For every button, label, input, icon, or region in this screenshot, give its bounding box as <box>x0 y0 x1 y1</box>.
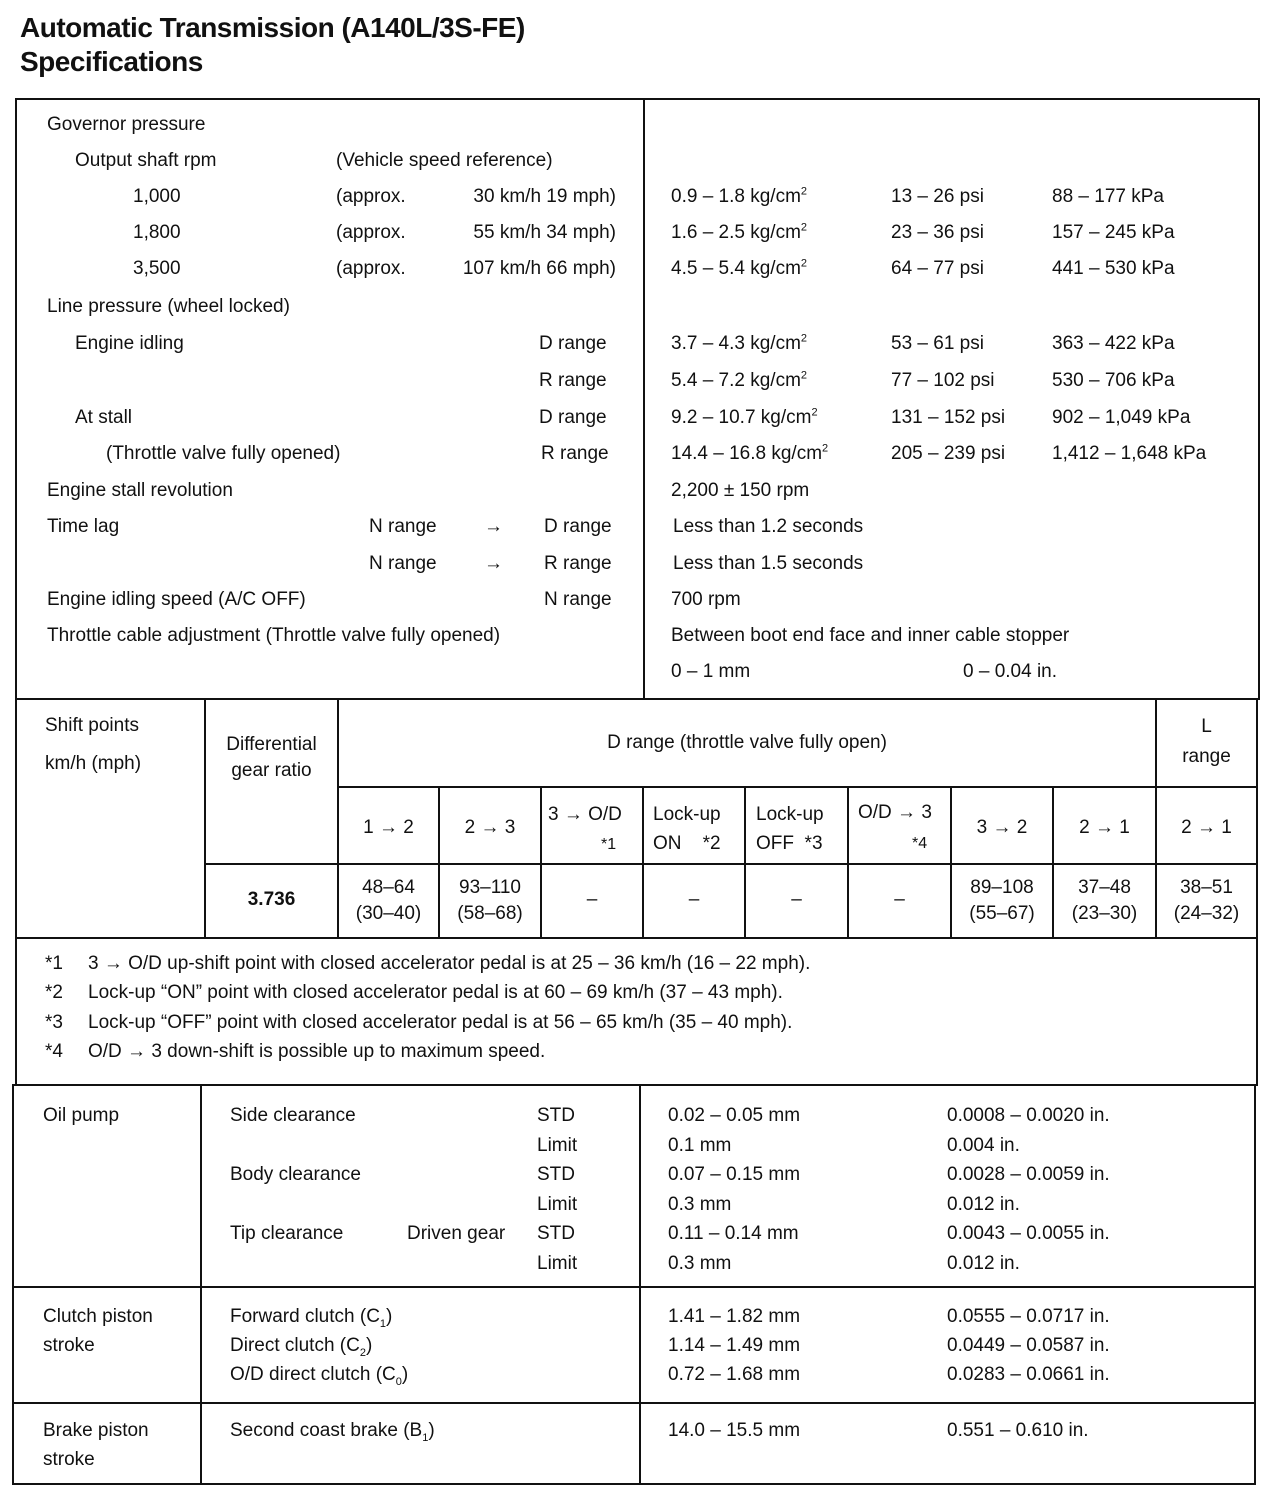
gov-psi: 23 – 36 psi <box>891 222 984 243</box>
brake-label: Brake piston <box>43 1420 149 1441</box>
lp-range: D range <box>539 407 607 428</box>
oil-mm: 0.11 – 0.14 mm <box>668 1223 799 1244</box>
shift-value: 93–110 <box>459 877 521 898</box>
shift-value: – <box>688 889 700 910</box>
output-shaft-rpm-header: Output shaft rpm <box>75 150 217 171</box>
col-2-3: 2 → 3 <box>464 817 516 838</box>
idle-speed-label: Engine idling speed (A/C OFF) <box>47 589 306 610</box>
gov-approx: (approx. <box>336 258 406 279</box>
col-l-2-1: 2 → 1 <box>1181 817 1232 838</box>
oil-mm: 0.02 – 0.05 mm <box>668 1105 801 1126</box>
oil-in: 0.0043 – 0.0055 in. <box>947 1223 1110 1244</box>
col-lockup-on-note: ON *2 <box>653 833 721 854</box>
col-3-od-note: *1 <box>601 836 617 853</box>
arrow-right-icon: → <box>484 516 503 537</box>
oil-in: 0.012 in. <box>947 1194 1020 1215</box>
brake-label-2: stroke <box>43 1449 95 1470</box>
clutch-name: Forward clutch $(C_1)$ <box>230 1306 393 1330</box>
page-title: Automatic Transmission (A140L/3S-FE) <box>20 12 525 43</box>
gov-kg: 4.5 – 5.4 $kg/cm^2$ <box>671 257 808 279</box>
tl-from: N range <box>369 516 437 537</box>
stall-rev-label: Engine stall revolution <box>47 480 233 501</box>
vehicle-speed-header: (Vehicle speed reference) <box>336 150 553 171</box>
gov-rpm: 1,800 <box>133 222 181 243</box>
col-od-3-note: *4 <box>912 835 928 852</box>
clutch-mm: 1.14 – 1.49 mm <box>668 1335 801 1356</box>
at-stall-label: At stall <box>75 407 133 428</box>
throttle-cable-mm: 0 – 1 mm <box>671 661 751 682</box>
lp-range: R range <box>541 443 609 464</box>
gov-approx: (approx. <box>336 186 406 207</box>
oil-in: 0.0008 – 0.0020 in. <box>947 1105 1110 1126</box>
brake-name: Second coast brake $(B_1)$ <box>230 1420 435 1444</box>
stall-rev-value: 2,200 ± 150 rpm <box>671 480 810 501</box>
d-range-header: D range (throttle valve fully open) <box>607 732 887 753</box>
gov-rpm: 1,000 <box>133 186 181 207</box>
note-mark: *2 <box>45 982 63 1003</box>
shift-value-mph: (55–67) <box>969 903 1035 924</box>
tl-to: D range <box>544 516 612 537</box>
oil-item: Side clearance <box>230 1105 356 1126</box>
lp-kg: 3.7 – 4.3 $kg/cm^2$ <box>671 332 808 354</box>
col-3-od: 3 → O/D <box>548 804 622 825</box>
engine-idling-label: Engine idling <box>75 333 184 354</box>
lp-psi: 205 – 239 psi <box>891 443 1006 464</box>
shift-value-mph: (30–40) <box>355 903 422 924</box>
gov-kpa: 88 – 177 kPa <box>1052 186 1164 207</box>
throttle-cable-in: 0 – 0.04 in. <box>963 661 1058 682</box>
oil-in: 0.0028 – 0.0059 in. <box>947 1164 1110 1185</box>
oil-item: Body clearance <box>230 1164 361 1185</box>
oil-kind: STD <box>537 1223 575 1244</box>
lp-kg: 5.4 – 7.2 $kg/cm^2$ <box>671 369 808 391</box>
clutch-in: 0.0283 – 0.0661 in. <box>947 1364 1110 1385</box>
clutch-label-2: stroke <box>43 1335 95 1356</box>
shift-value: 38–51 <box>1180 877 1233 898</box>
brake-in: 0.551 – 0.610 in. <box>947 1420 1089 1441</box>
gov-psi: 13 – 26 psi <box>891 186 984 207</box>
lp-psi: 131 – 152 psi <box>891 407 1006 428</box>
idle-speed-value: 700 rpm <box>671 589 741 610</box>
clutch-name: Direct clutch $(C_2)$ <box>230 1335 373 1359</box>
idle-speed-range: N range <box>544 589 612 610</box>
lp-psi: 53 – 61 psi <box>891 333 984 354</box>
oil-kind: STD <box>537 1105 575 1126</box>
gear-ratio-value: 3.736 <box>247 889 296 910</box>
page-subtitle: Specifications <box>20 46 203 77</box>
oil-sub: Driven gear <box>407 1223 506 1244</box>
lp-range: R range <box>539 370 607 391</box>
tl-to: R range <box>544 553 612 574</box>
lp-psi: 77 – 102 psi <box>891 370 995 391</box>
time-lag-label: Time lag <box>47 516 120 537</box>
gov-speed: 55 km/h 34 mph) <box>473 222 616 243</box>
col-od-3: O/D → 3 <box>858 802 932 823</box>
col-2-1: 2 → 1 <box>1079 817 1130 838</box>
col-lockup-off-note: OFF *3 <box>756 833 823 854</box>
clutch-label: Clutch piston <box>43 1306 153 1327</box>
oil-mm: 0.3 mm <box>668 1194 732 1215</box>
throttle-cable-label: Throttle cable adjustment (Throttle valve fully opened) <box>47 625 501 646</box>
throttle-note: (Throttle valve fully opened) <box>106 443 341 464</box>
tl-value: Less than 1.5 seconds <box>673 553 864 574</box>
clutch-in: 0.0555 – 0.0717 in. <box>947 1306 1110 1327</box>
brake-mm: 14.0 – 15.5 mm <box>668 1420 801 1441</box>
oil-pump-label: Oil pump <box>43 1105 120 1126</box>
lp-kpa: 1,412 – 1,648 kPa <box>1052 443 1207 464</box>
lp-kpa: 363 – 422 kPa <box>1052 333 1175 354</box>
tl-value: Less than 1.2 seconds <box>673 516 864 537</box>
note-text: Lock-up “OFF” point with closed accelerator pedal is at 56 – 65 km/h (35 – 40 mph). <box>88 1012 793 1033</box>
gov-kg: 0.9 – 1.8 $kg/cm^2$ <box>671 185 808 207</box>
line-pressure-label: Line pressure (wheel locked) <box>47 296 290 317</box>
oil-in: 0.012 in. <box>947 1253 1020 1274</box>
oil-item: Tip clearance <box>230 1223 344 1244</box>
note-mark: *1 <box>45 953 63 974</box>
col-1-2: 1 → 2 <box>363 817 414 838</box>
oil-kind: Limit <box>537 1135 578 1156</box>
col-3-2: 3 → 2 <box>976 817 1028 838</box>
gov-kpa: 157 – 245 kPa <box>1052 222 1175 243</box>
oil-mm: 0.3 mm <box>668 1253 732 1274</box>
gov-speed: 107 km/h 66 mph) <box>462 258 616 279</box>
lp-range: D range <box>539 333 607 354</box>
lp-kg: 14.4 – 16.8 $kg/cm^2$ <box>671 442 829 464</box>
shift-value: – <box>791 889 802 910</box>
oil-mm: 0.07 – 0.15 mm <box>668 1164 801 1185</box>
diff-ratio-header: Differential <box>226 734 317 755</box>
clutch-mm: 1.41 – 1.82 mm <box>668 1306 801 1327</box>
oil-mm: 0.1 mm <box>668 1135 732 1156</box>
gov-kg: 1.6 – 2.5 $kg/cm^2$ <box>671 221 808 243</box>
gov-rpm: 3,500 <box>133 258 181 279</box>
shift-value: – <box>894 889 905 910</box>
shift-value: 48–64 <box>362 877 415 898</box>
gov-kpa: 441 – 530 kPa <box>1052 258 1175 279</box>
oil-in: 0.004 in. <box>947 1135 1020 1156</box>
note-text: Lock-up “ON” point with closed accelerator pedal is at 60 – 69 km/h (37 – 43 mph). <box>88 982 783 1003</box>
l-range-header-2: range <box>1182 746 1231 767</box>
lp-kpa: 530 – 706 kPa <box>1052 370 1175 391</box>
clutch-in: 0.0449 – 0.0587 in. <box>947 1335 1110 1356</box>
note-text: O/D → 3 down-shift is possible up to maximum speed. <box>88 1041 546 1062</box>
shift-value-mph: (58–68) <box>457 903 523 924</box>
lp-kpa: 902 – 1,049 kPa <box>1052 407 1191 428</box>
shift-value: 89–108 <box>970 877 1034 898</box>
shift-value: – <box>586 889 598 910</box>
note-mark: *3 <box>45 1012 63 1033</box>
gov-psi: 64 – 77 psi <box>891 258 984 279</box>
tl-from: N range <box>369 553 437 574</box>
arrow-right-icon: → <box>484 553 503 574</box>
diff-ratio-header-2: gear ratio <box>231 760 312 781</box>
shift-value-mph: (24–32) <box>1173 903 1240 924</box>
throttle-cable-desc: Between boot end face and inner cable stopper <box>671 625 1070 646</box>
shift-value-mph: (23–30) <box>1071 903 1138 924</box>
oil-kind: Limit <box>537 1253 578 1274</box>
clutch-mm: 0.72 – 1.68 mm <box>668 1364 801 1385</box>
shift-units-label: km/h (mph) <box>45 753 142 774</box>
governor-pressure-label: Governor pressure <box>47 114 206 135</box>
oil-kind: STD <box>537 1164 575 1185</box>
col-lockup-on: Lock-up <box>653 804 721 825</box>
col-lockup-off: Lock-up <box>756 804 824 825</box>
oil-kind: Limit <box>537 1194 578 1215</box>
shift-points-label: Shift points <box>45 715 139 736</box>
l-range-header: L <box>1201 716 1212 737</box>
note-mark: *4 <box>45 1041 63 1062</box>
gov-speed: 30 km/h 19 mph) <box>473 186 616 207</box>
clutch-name: O/D direct clutch $(C_0)$ <box>230 1364 409 1388</box>
lp-kg: 9.2 – 10.7 $kg/cm^2$ <box>671 406 818 428</box>
note-text: 3 → O/D up-shift point with closed accelerator pedal is at 25 – 36 km/h (16 – 22 mph). <box>88 953 811 974</box>
shift-value: 37–48 <box>1078 877 1131 898</box>
gov-approx: (approx. <box>336 222 406 243</box>
